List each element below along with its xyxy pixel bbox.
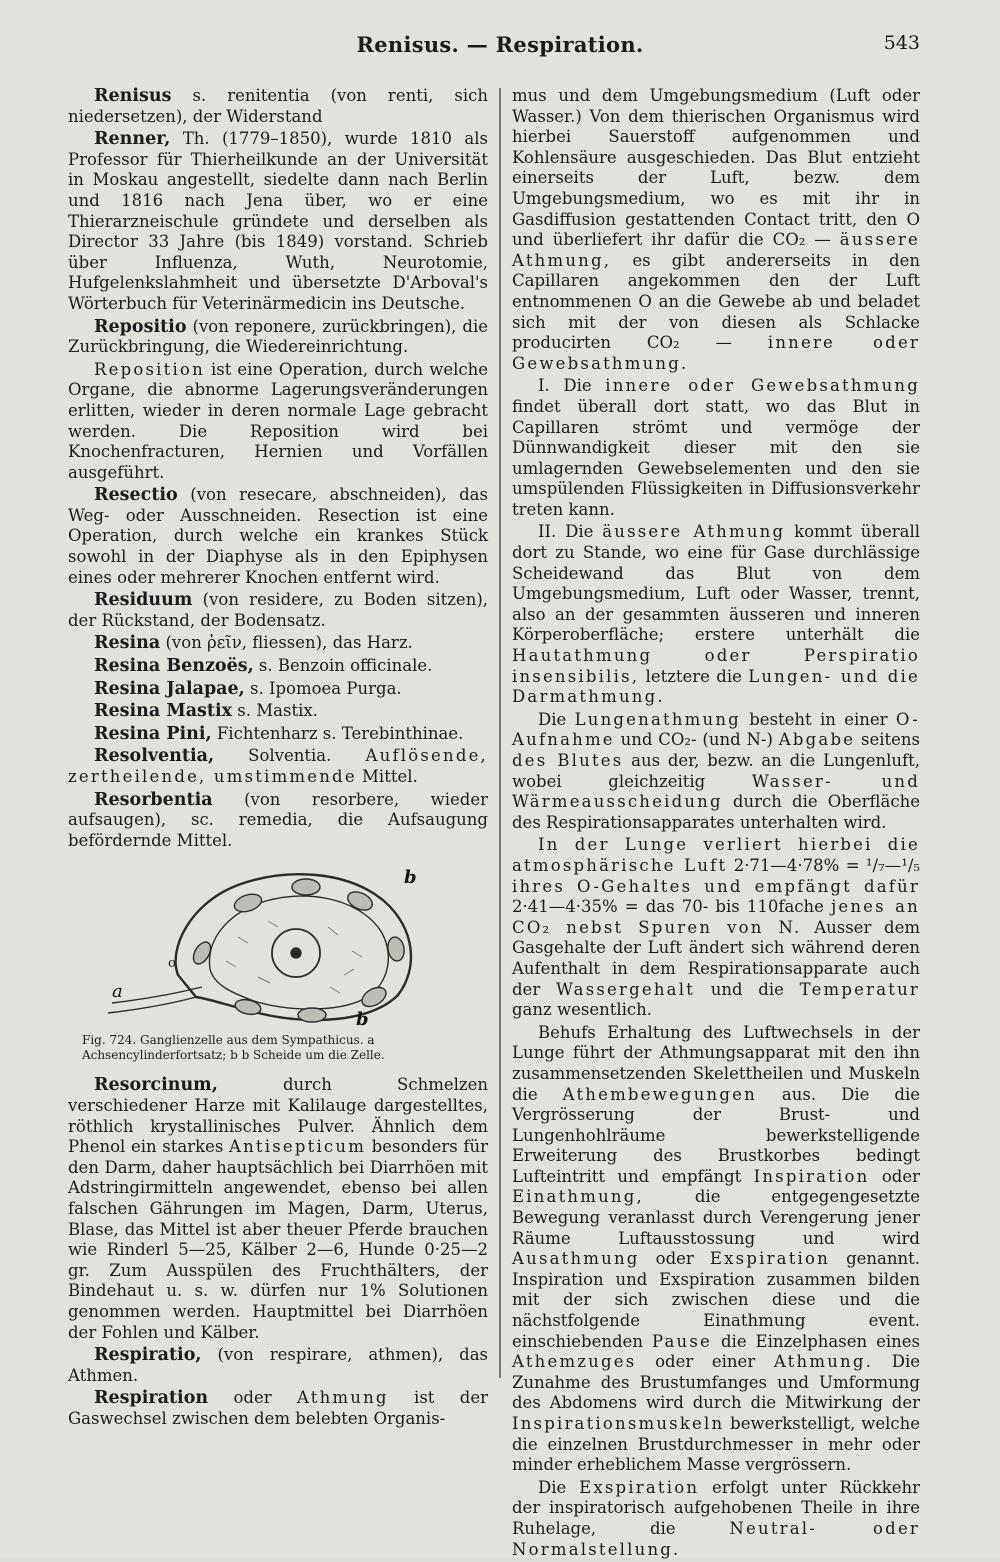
spaced-term: Wasser- und Wärmeausscheidung (512, 771, 920, 812)
entry-text: letztere die (639, 666, 749, 686)
headword: Renisus (94, 86, 172, 106)
spaced-term: Neutral- oder Normalstellung. (512, 1518, 920, 1559)
entry-text: s. renitentia (von renti, sich niedersetzen), der Widerstand (68, 86, 488, 126)
paragraph-aeussere-athmung (512, 522, 920, 707)
paragraph-lunge-verliert (512, 835, 920, 1020)
entry-text: aus. Die die Vergrösserung der Brust- und Lungenhohlräume bewerkstelligende Erweiterung des Brustkorbes bedingt Lufteintritt und empfängt (512, 1084, 920, 1186)
entry-text: (von resecare, abschneiden), das Weg- oder Ausschneiden. Resection ist eine Operation, durch welche ein krankes Stück sowohl in der Diaphyse als in den Epiphysen eines oder mehrerer Knochen entfernt wird. (68, 485, 488, 587)
entry-text: es gibt andererseits in den Capillaren angekommen den der Luft entnommenen O an die Gewebe ab und beladet sich mit der von diesen als Schlacke producirten CO₂ — (512, 250, 920, 353)
entry-text: 2·41—4·35% = das 70- bis 110fache (512, 897, 832, 917)
entry-renisus (68, 86, 488, 127)
spaced-term: innere oder Gewebsathmung (605, 376, 920, 396)
entry-resina-benzoes (68, 656, 488, 677)
entry-text: bewerkstelligt, welche die einzelnen Brustdurchmesser in mehr oder minder erheblichem Masse vergrössern. (512, 1414, 920, 1475)
headword: Resolventia, (94, 746, 215, 767)
headword: Resectio (94, 485, 178, 506)
entry-resectio (68, 485, 488, 588)
spaced-term: äussere Athmung, (512, 230, 920, 270)
page-number: 543 (883, 32, 920, 54)
spaced-term: ihres O-Gehaltes und empfängt dafür (512, 876, 920, 896)
figure-caption: Fig. 724. Ganglienzelle aus dem Sympathicus. a Achsencylinderfortsatz; b b Scheide um die Zelle. (82, 1033, 385, 1063)
running-title: Renisus. — Respiration. (356, 32, 644, 57)
entry-text: Behufs Erhaltung des Luftwechsels in der Lunge führt der Athmungsapparat mit den ihn zusammensetzenden Skelettheilen und Muskeln die (512, 1022, 920, 1104)
entry-resina (68, 633, 488, 654)
headword: Respiratio, (94, 1345, 202, 1366)
entry-text: Fichtenharz s. Terebinthinae. (211, 723, 464, 743)
spaced-term: Lungen- und die Darmathmung. (512, 666, 920, 707)
entry-text: Ausser dem Gasgehalte der Luft ändert sich während deren Aufenthalt in dem Respirationsapparate auch der (512, 917, 920, 999)
figure-label-b-top: b (404, 867, 417, 889)
entry-text: die entgegengesetzte Bewegung veranlasst durch Verengerung jener Räume Luftausstossung und wird (512, 1187, 920, 1248)
spaced-term: Inspiration (753, 1166, 870, 1186)
entry-repositio (68, 317, 488, 358)
entry-resina-pini (68, 724, 488, 745)
entry-text: und die (695, 979, 800, 999)
entry-text: erfolgt unter Rückkehr der inspiratorisch aufgehobenen Theile in ihre Ruhelage, die (512, 1477, 921, 1538)
entry-resorbentia (68, 790, 488, 852)
spaced-term: Lungenathmung (574, 709, 741, 729)
entry-text: s. Ipomoea Purga. (244, 678, 402, 698)
figure-724 (68, 857, 488, 1063)
headword: Resina Benzoës, (94, 656, 254, 677)
entry-text: oder (869, 1166, 920, 1186)
entry-text: (von reponere, zurückbringen), die Zurückbringung, die Wiedereinrichtung. (68, 316, 488, 357)
entry-text: Die (538, 709, 575, 729)
spaced-term: Inspirationsmuskeln (512, 1414, 725, 1433)
spaced-term: Auflösende, zertheilende, umstimmende (68, 746, 488, 786)
entry-text: aus der, bezw. an die Lungenluft, wobei gleichzeitig (512, 751, 920, 791)
spaced-term: des Blutes (512, 751, 624, 770)
running-header (0, 30, 1000, 66)
spaced-term: atmosphärische Luft (512, 855, 728, 875)
entry-text: durch Schmelzen verschiedener Harze mit Kalilauge dargestelltes, röthlich krystallinisches Pulver. Ähnlich dem Phenol ein starkes (68, 1075, 488, 1157)
entry-text: s. Mastix. (232, 701, 318, 721)
entry-text: oder (639, 1249, 710, 1269)
entry-residuum (68, 590, 488, 631)
spaced-term: Hautathmung oder Perspiratio insensibilis, (512, 646, 920, 686)
entry-text: Mittel. (356, 767, 418, 786)
entry-text: (von resorbere, wieder aufsaugen), sc. remedia, die Aufsaugung befördernde Mittel. (68, 789, 488, 850)
spaced-term: Ausathmung (512, 1249, 640, 1269)
figure-label-o: o (168, 956, 176, 972)
headword: Resina Jalapae, (94, 678, 245, 699)
entry-resina-mastix (68, 701, 488, 722)
headword: Resina Mastix (94, 701, 233, 722)
spaced-term: Einathmung, (512, 1187, 644, 1207)
entry-text: Th. (1779–1850), wurde 1810 als Professor für Thierheilkunde an der Universität in Moskau angestellt, siedelte dann nach Berlin und 1816 nach Jena über, wo er eine Thierarzneischule gründete und derselben als Director 33 Jahre (bis 1849) vorstand. Schrieb über Influenza, Wuth, Neurotomie, Hufgelenkslahmheit und übersetzte D'Arboval's Wörterbuch für Veterinärmedicin ins Deutsche. (68, 129, 488, 313)
figure-label-a: a (112, 981, 123, 1003)
paragraph-lungenathmung (512, 710, 920, 834)
spaced-term: Athemzuges (512, 1352, 637, 1372)
entry-text: oder einer (636, 1352, 774, 1372)
spaced-term: Exspiration (579, 1477, 700, 1497)
entry-respiration (68, 1388, 488, 1429)
entry-text: die Einzelphasen eines (712, 1331, 920, 1351)
spaced-term: Antisepticum (228, 1137, 367, 1157)
spaced-term: Athmung. (773, 1352, 874, 1372)
headword: Respiration (94, 1388, 209, 1409)
spaced-term: Temperatur (799, 979, 920, 999)
entry-text: Die (538, 1477, 580, 1497)
entry-text: Die Zunahme des Brustumfanges und Umformung des Abdomens wird durch die Mitwirkung der (512, 1352, 920, 1413)
entry-text: seitens (855, 730, 920, 750)
entry-text: findet überall dort statt, wo das Blut in Capillaren strömt und vermöge der Dünnwandigkeit dieser mit den sie umlagernden Gewebselementen und den sie umspülenden Flüssigkeiten in Diffusionsverkehr treten kann. (512, 396, 920, 519)
headword: Resorbentia (94, 789, 213, 810)
entry-text: oder (208, 1388, 297, 1408)
spaced-term: Abgabe (778, 730, 856, 750)
spaced-term: Athembewegungen (562, 1084, 757, 1104)
spaced-term: O-Aufnahme (512, 709, 920, 750)
spaced-term: Exspiration (709, 1249, 830, 1269)
entry-repositio-paragraph (68, 360, 488, 484)
spaced-term: Athmung (296, 1388, 389, 1408)
headword: Resina (94, 633, 161, 654)
headword: Residuum (94, 590, 193, 611)
headword: Renner, (94, 129, 171, 150)
entry-resolventia (68, 746, 488, 787)
figure-label-b-bottom: b (356, 1009, 369, 1028)
entry-text: (von ῥεῖν, fliessen), das Harz. (160, 633, 413, 653)
entry-text: genannt. Inspiration und Exspiration zusammen bilden mit der sich zwischen diese und die nächstfolgende Einathmung event. einschiebenden (512, 1249, 920, 1351)
paragraph-innere-athmung (512, 376, 920, 520)
paragraph-exspiration (512, 1478, 920, 1560)
paragraph-luftwechsel (512, 1023, 920, 1476)
entry-text: (von respirare, athmen), das Athmen. (68, 1345, 488, 1385)
entry-text: ist der Gaswechsel zwischen dem belebten Organis- (68, 1388, 488, 1428)
entry-text: I. Die (538, 376, 606, 396)
spaced-term: In der Lunge verliert hierbei die (538, 835, 920, 855)
spaced-term: innere oder Gewebsathmung. (512, 333, 920, 373)
spaced-term: jenes an CO₂ nebst Spuren von N. (512, 897, 920, 937)
ganglion-cell-illustration (98, 857, 458, 1027)
entry-text: ganz wesentlich. (512, 1000, 653, 1020)
entry-text: kommt überall dort zu Stande, wo eine für Gase durchlässige Scheidewand das Blut von dem Umgebungsmedium, Luft oder Wasser, trennt, also an der gesammten äusseren und inneren Körperoberfläche; erstere unterhält die (512, 522, 920, 645)
headword: Resina Pini, (94, 723, 212, 744)
respiration-continued (512, 86, 920, 374)
entry-text: II. Die (538, 522, 603, 542)
entry-text: s. Benzoin officinale. (253, 656, 433, 676)
entry-text: 2·71—4·78% = ¹/₇—¹/₅ (727, 855, 921, 875)
entry-resina-jalapae (68, 679, 488, 700)
column-divider (499, 88, 501, 1378)
entry-text: mus und dem Umgebungsmedium (Luft oder Wasser.) Von dem thierischen Organismus wird hierbei Sauerstoff aufgenommen und Kohlensäure ausgeschieden. Das Blut entzieht einerseits der Luft, bezw. dem Umgebungsmedium, wo es mit ihr in Gasdiffusion gestattenden Contact tritt, den O und überliefert ihr dafür die CO₂ — (512, 86, 920, 250)
spaced-term: Pause (651, 1331, 712, 1351)
right-column (512, 86, 920, 1562)
spaced-term: Wassergehalt (555, 979, 696, 999)
headword: Repositio (94, 316, 187, 337)
entry-text: durch die Oberfläche des Respirationsapparates unterhalten wird. (512, 792, 920, 832)
entry-renner (68, 129, 488, 314)
spaced-term: äussere Athmung (602, 522, 786, 542)
entry-text: Solventia. (214, 746, 366, 766)
entry-text: ist eine Operation, durch welche Organe, die abnorme Lagerungsveränderungen erlitten, wieder in deren normale Lage gebracht werden. Die Reposition wird bei Knochenfracturen, Hernien und Vorfällen ausgeführt. (68, 359, 488, 482)
entry-respiratio (68, 1345, 488, 1386)
headword: Resorcinum, (94, 1075, 218, 1096)
spaced-term: Reposition (94, 359, 205, 379)
entry-text: besonders für den Darm, daher hauptsächlich bei Diarrhöen mit Adstringirmitteln angewendet, ebenso bei allen falschen Gährungen im Magen, Darm, Uterus, Blase, das Mittel ist aber theuer Pferde brauchen wie Rinderl 5—25, Kälber 2—6, Hunde 0·25—2 gr. Zum Ausspülen des Fruchthälters, der Bindehaut u. s. w. dürfen nur 1% Solutionen genommen werden. Hauptmittel bei Diarrhöen der Fohlen und Kälber. (68, 1137, 488, 1342)
entry-resorcinum (68, 1075, 488, 1343)
left-column (68, 86, 488, 1431)
entry-text: (von residere, zu Boden sitzen), der Rückstand, der Bodensatz. (68, 590, 488, 630)
entry-text: und CO₂- (und N-) (614, 730, 779, 750)
entry-text: besteht in einer (740, 709, 896, 729)
